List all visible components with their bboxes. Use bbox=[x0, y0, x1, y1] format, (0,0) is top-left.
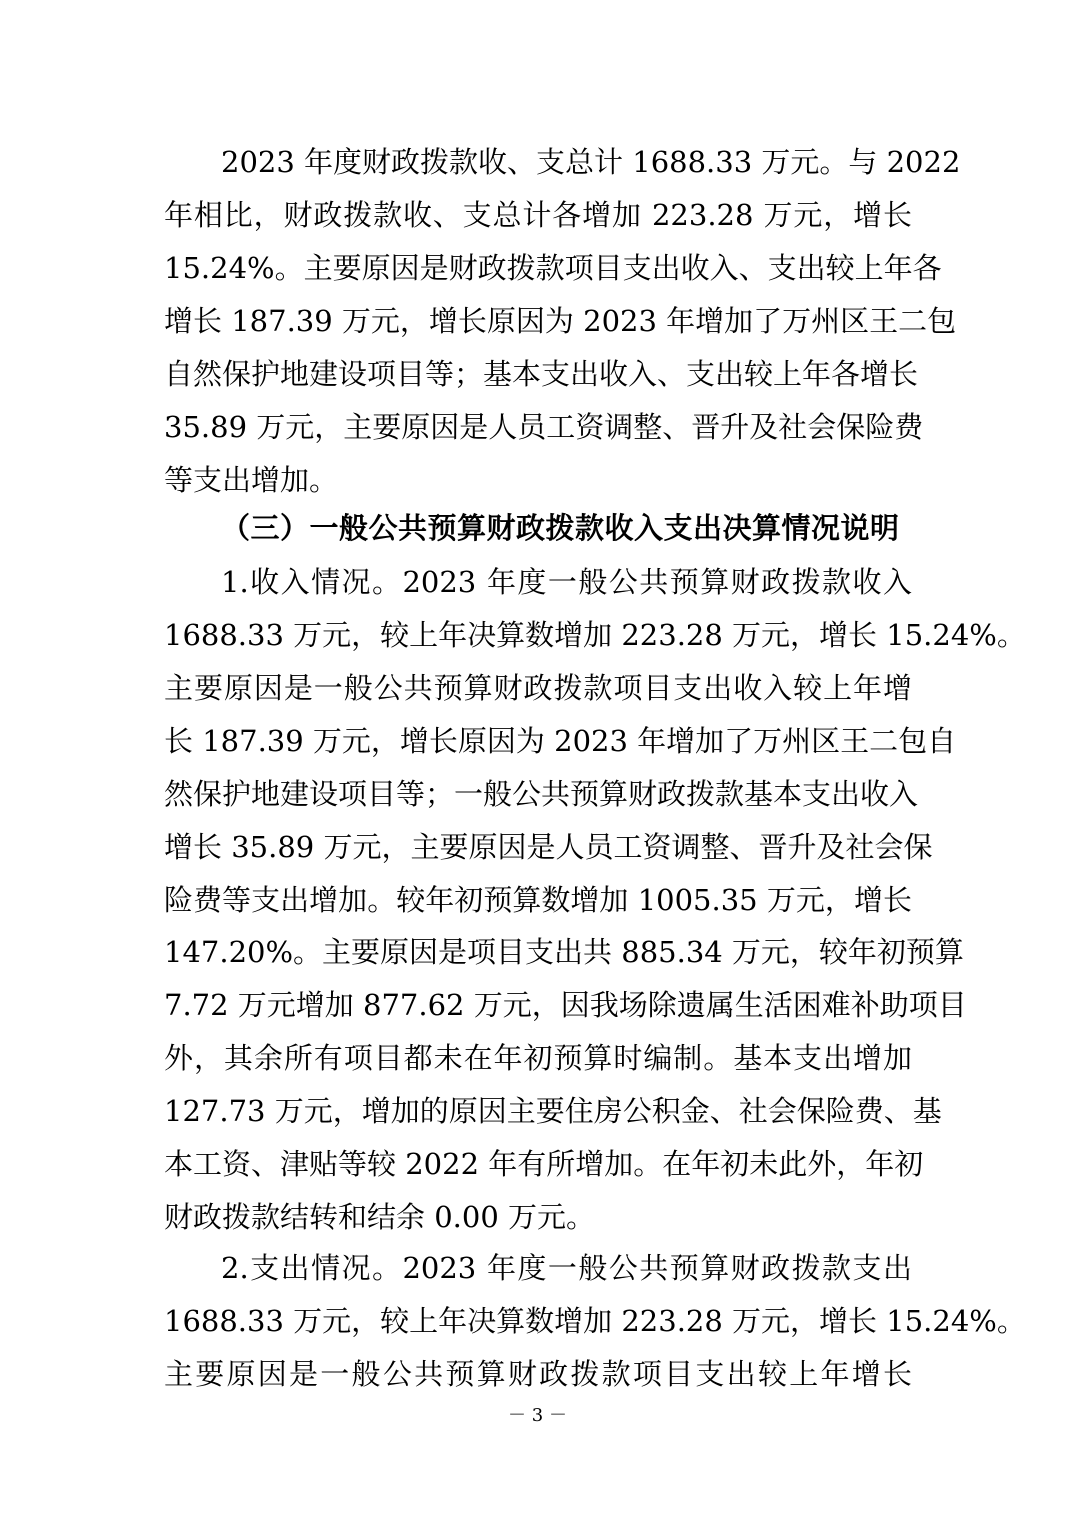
paragraph-2-line-5: 然保护地建设项目等；一般公共预算财政拨款基本支出收入 bbox=[164, 777, 919, 811]
paragraph-2-line-1: 1.收入情况。2023 年度一般公共预算财政拨款收入 bbox=[221, 565, 912, 599]
paragraph-2-line-9: 7.72 万元增加 877.62 万元，因我场除遗属生活困难补助项目 bbox=[164, 988, 967, 1022]
paragraph-1-line-3: 15.24%。主要原因是财政拨款项目支出收入、支出较上年各 bbox=[164, 251, 942, 285]
paragraph-1-line-7: 等支出增加。 bbox=[164, 463, 339, 497]
paragraph-3-line-1: 2.支出情况。2023 年度一般公共预算财政拨款支出 bbox=[221, 1251, 912, 1285]
paragraph-2-line-2: 1688.33 万元，较上年决算数增加 223.28 万元，增长 15.24%。 bbox=[164, 618, 1026, 652]
section-heading: （三）一般公共预算财政拨款收入支出决算情况说明 bbox=[221, 511, 900, 545]
page-number: － 3 － bbox=[508, 1405, 567, 1426]
paragraph-3-line-3: 主要原因是一般公共预算财政拨款项目支出较上年增长 bbox=[164, 1357, 912, 1391]
paragraph-2-line-10: 外，其余所有项目都未在年初预算时编制。基本支出增加 bbox=[164, 1041, 912, 1075]
paragraph-1-line-6: 35.89 万元，主要原因是人员工资调整、晋升及社会保险费 bbox=[164, 410, 924, 444]
paragraph-2-line-6: 增长 35.89 万元，主要原因是人员工资调整、晋升及社会保 bbox=[164, 830, 933, 864]
paragraph-1-line-2: 年相比，财政拨款收、支总计各增加 223.28 万元，增长 bbox=[164, 198, 912, 232]
paragraph-2-line-3: 主要原因是一般公共预算财政拨款项目支出收入较上年增 bbox=[164, 671, 912, 705]
paragraph-2-line-8: 147.20%。主要原因是项目支出共 885.34 万元，较年初预算 bbox=[164, 935, 964, 969]
paragraph-2-line-7: 险费等支出增加。较年初预算数增加 1005.35 万元，增长 bbox=[164, 883, 912, 917]
paragraph-2-line-11: 127.73 万元，增加的原因主要住房公积金、社会保险费、基 bbox=[164, 1094, 942, 1128]
paragraph-2-line-13: 财政拨款结转和结余 0.00 万元。 bbox=[164, 1200, 596, 1234]
paragraph-2-line-12: 本工资、津贴等较 2022 年有所增加。在年初未此外，年初 bbox=[164, 1147, 924, 1181]
paragraph-1-line-5: 自然保护地建设项目等；基本支出收入、支出较上年各增长 bbox=[164, 357, 919, 391]
paragraph-3-line-2: 1688.33 万元，较上年决算数增加 223.28 万元，增长 15.24%。 bbox=[164, 1304, 1026, 1338]
paragraph-1-line-4: 增长 187.39 万元，增长原因为 2023 年增加了万州区王二包 bbox=[164, 304, 957, 338]
paragraph-1-line-1: 2023 年度财政拨款收、支总计 1688.33 万元。与 2022 bbox=[221, 145, 961, 179]
paragraph-2-line-4: 长 187.39 万元，增长原因为 2023 年增加了万州区王二包自 bbox=[164, 724, 957, 758]
